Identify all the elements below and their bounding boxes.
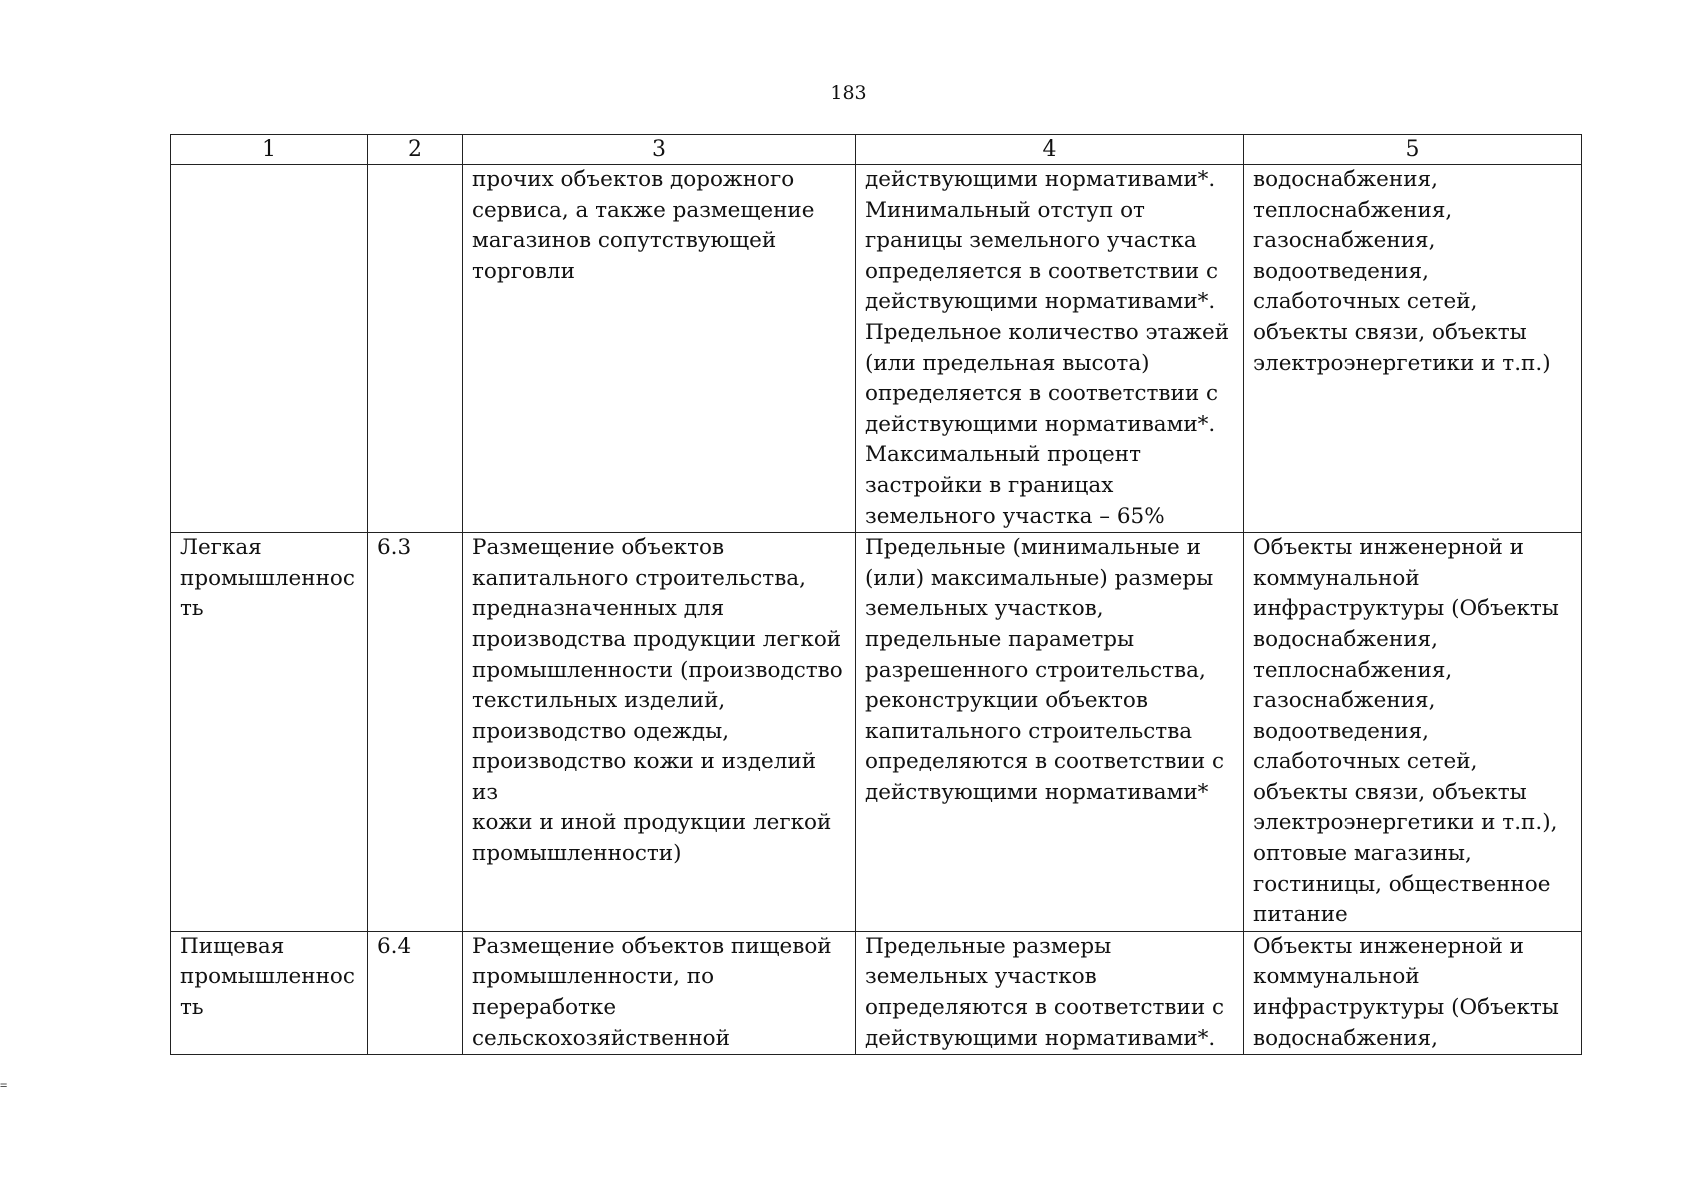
table-row (171, 931, 1582, 1054)
table-row (171, 533, 1582, 932)
parameters-cell (856, 931, 1244, 1054)
use-description-cell (463, 165, 856, 533)
parameters-text: Предельные размеры земельных участков определяются в соответствии с действующими нормативами*. (865, 933, 1225, 1051)
table-header-row (171, 135, 1582, 165)
column-header-5: 5 (1244, 135, 1582, 165)
zoning-table (170, 134, 1582, 1055)
use-code-cell (368, 533, 463, 932)
auxiliary-uses-cell (1244, 931, 1582, 1054)
parameters-text: Предельные (минимальные и (или) максимальные) размеры земельных участков, предельные параметры разрешенного строительства, реконструкции объектов капитального строительства определяются в соответствии с действующими нормативами* (865, 535, 1225, 805)
auxiliary-uses-cell (1244, 533, 1582, 932)
use-name-text: Легкая промышленнос ть (180, 535, 355, 622)
use-code-cell (368, 165, 463, 533)
use-name-cell (171, 533, 368, 932)
use-description-cell (463, 533, 856, 932)
use-name-cell (171, 165, 368, 533)
auxiliary-uses-cell (1244, 165, 1582, 533)
parameters-cell (856, 165, 1244, 533)
parameters-cell (856, 533, 1244, 932)
use-description-cell (463, 931, 856, 1054)
auxiliary-uses-text: Объекты инженерной и коммунальной инфраструктуры (Объекты водоснабжения, теплоснабжения, газоснабжения, водоотведения, слаботочных сетей, объекты связи, объекты электроэнергетики и т.п.), оптовые магазины, гостиницы, общественное питание (1253, 535, 1559, 928)
column-header-2: 2 (368, 135, 463, 165)
use-description-text: прочих объектов дорожного сервиса, а также размещение магазинов сопутствующей торговли (472, 167, 815, 284)
use-code-text: 6.4 (377, 933, 412, 959)
use-description-text: Размещение объектов пищевой промышленности, по переработке сельскохозяйственной (472, 933, 832, 1051)
table-row (171, 165, 1582, 533)
use-name-cell (171, 931, 368, 1054)
parameters-text: действующими нормативами*. Минимальный отступ от границы земельного участка определяется в соответствии с действующими нормативами*. Предельное количество этажей (или предельная высота) определяется в соответствии с действующими нормативами*. Максимальный процент застройки в границах земельного участка – 65% (865, 167, 1230, 529)
page-number: 183 (830, 82, 867, 104)
auxiliary-uses-text: Объекты инженерной и коммунальной инфраструктуры (Объекты водоснабжения, (1253, 933, 1559, 1051)
use-code-cell (368, 931, 463, 1054)
column-header-1: 1 (171, 135, 368, 165)
use-code-text: 6.3 (377, 535, 412, 561)
use-name-text: Пищевая промышленнос ть (180, 933, 355, 1021)
use-description-text: Размещение объектов капитального строительства, предназначенных для производства продукции легкой промышленности (производство текстильных изделий, производство одежды, производство кожи и изделий из кожи и иной продукции легкой промышленности) (472, 535, 843, 867)
column-header-4: 4 (856, 135, 1244, 165)
column-header-3: 3 (463, 135, 856, 165)
scan-artifact-mark: = (0, 1078, 8, 1092)
auxiliary-uses-text: водоснабжения, теплоснабжения, газоснабжения, водоотведения, слаботочных сетей, объекты связи, объекты электроэнергетики и т.п.) (1253, 167, 1551, 376)
